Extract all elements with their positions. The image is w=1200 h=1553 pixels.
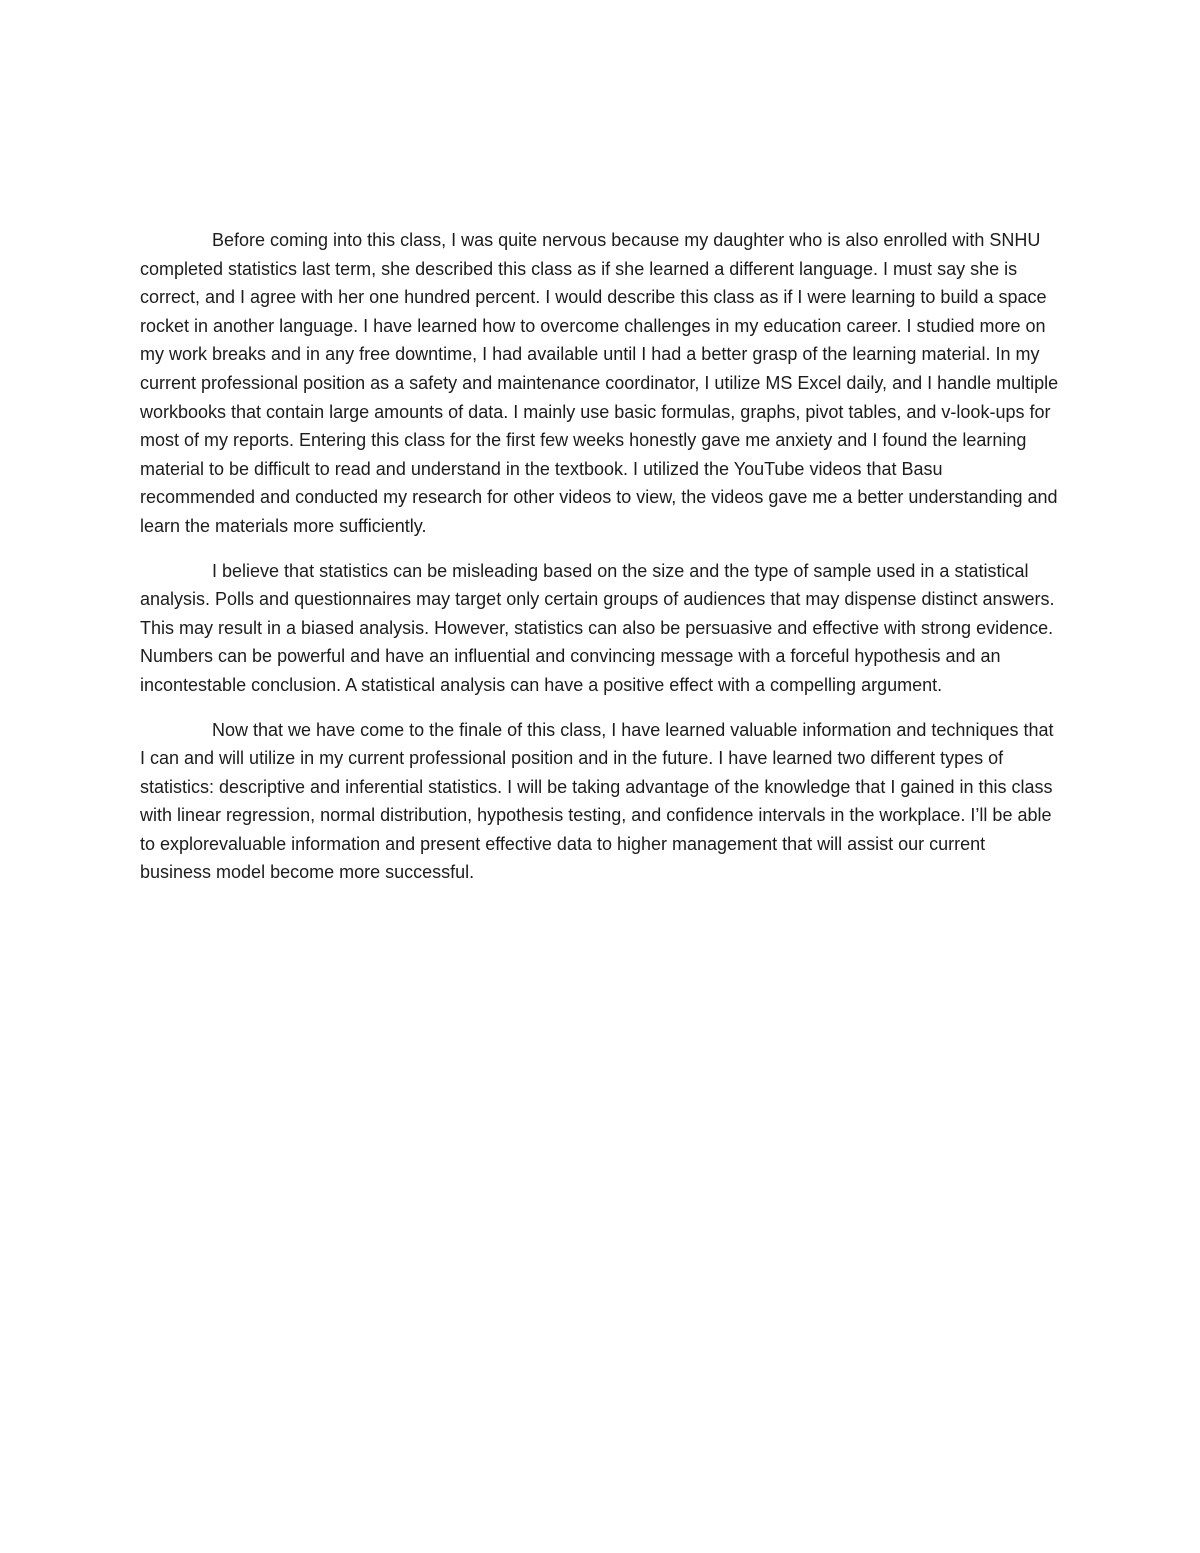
paragraph-conclusion: Now that we have come to the finale of this class, I have learned valuable information and techniques that I can and will utilize in my current professional position and in the future. I have learned two different types of statistics: descriptive and inferential statistics. I will be taking advantage of the knowledge that I gained in this class with linear regression, normal distribution, hypothesis testing, and confidence intervals in the workplace. I’ll be able to explorevaluable information and present effective data to higher management that will assist our current business model become more successful. xyxy=(140,719,1054,883)
paragraph-class-experience: Before coming into this class, I was quite nervous because my daughter who is also enrolled with SNHU completed statistics last term, she described this class as if she learned a different language. I must say she is correct, and I agree with her one hundred percent. I would describe this class as if I were learning to build a space rocket in another language. I have learned how to overcome challenges in my education career. I studied more on my work breaks and in any free downtime, I had available until I had a better grasp of the learning material. In my current professional position as a safety and maintenance coordinator, I utilize MS Excel daily, and I handle multiple workbooks that contain large amounts of data. I mainly use basic formulas, graphs, pivot tables, and v-look-ups for most of my reports. Entering this class for the first few weeks honestly gave me anxiety and I found the learning material to be difficult to read and understand in the textbook. I utilized the YouTube videos that Basu recommended and conducted my research for other videos to view, the videos gave me a better understanding and learn the materials more sufficiently. xyxy=(140,230,1059,536)
paragraph-statistics-misleading: I believe that statistics can be misleading based on the size and the type of sample used in a statistical analysis. Polls and questionnaires may target only certain groups of audiences that may dispense distinct answers. This may result in a biased analysis. However, statistics can also be persuasive and effective with strong evidence. Numbers can be powerful and have an influential and convincing message with a forceful hypothesis and an incontestable conclusion. A statistical analysis can have a positive effect with a compelling argument. xyxy=(140,560,1055,695)
document-body xyxy=(140,226,1060,903)
